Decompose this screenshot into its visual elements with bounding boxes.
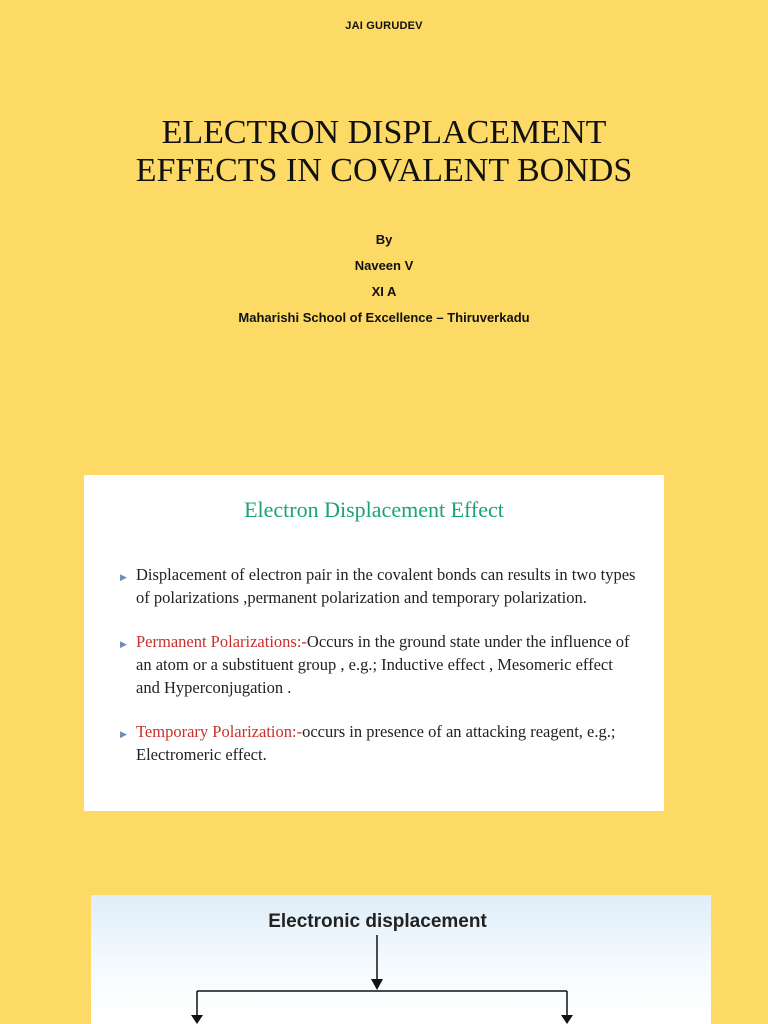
byline-school: Maharishi School of Excellence – Thiruverkadu bbox=[238, 310, 530, 325]
content-slide-title: Electron Displacement Effect bbox=[244, 497, 504, 522]
byline bbox=[0, 230, 768, 334]
diagram-title: Electronic displacement bbox=[268, 911, 487, 932]
bullet-text: occurs in presence of an attacking reagent, e.g.; Electromeric effect. bbox=[136, 722, 616, 764]
byline-author: Naveen V bbox=[354, 258, 414, 273]
slide-title-line-2: EFFECTS IN COVALENT BONDS bbox=[135, 152, 633, 189]
diagram-slide bbox=[91, 895, 711, 1024]
triangle-right-icon: ▶ bbox=[120, 572, 127, 582]
bullet-text: Occurs in the ground state under the influence of an atom or a substituent group , e.g.; Inductive effect , Mesomeric effect and Hyperconjugation . bbox=[136, 632, 630, 697]
triangle-right-icon: ▶ bbox=[120, 639, 127, 649]
bullet-text: Displacement of electron pair in the covalent bonds can results in two types of polarizations ,permanent polarization and temporary polarization. bbox=[136, 565, 636, 607]
root-arrowhead bbox=[371, 979, 383, 990]
bullet-label: Permanent Polarizations:- bbox=[136, 632, 307, 651]
content-slide-card bbox=[84, 475, 664, 811]
bullet-item bbox=[120, 720, 640, 766]
bullet-item bbox=[120, 563, 640, 609]
byline-by: By bbox=[375, 232, 393, 247]
tree-connectors bbox=[91, 895, 711, 1024]
bullet-item bbox=[120, 630, 640, 699]
right-arrowhead bbox=[561, 1015, 573, 1024]
header-note: JAI GURUDEV bbox=[345, 20, 423, 32]
bullet-list bbox=[120, 563, 640, 787]
left-arrowhead bbox=[191, 1015, 203, 1024]
byline-class: XI A bbox=[371, 284, 397, 299]
triangle-right-icon: ▶ bbox=[120, 729, 127, 739]
slide-title-line-1: ELECTRON DISPLACEMENT bbox=[161, 114, 607, 151]
slide-title bbox=[0, 114, 768, 190]
bullet-label: Temporary Polarization:- bbox=[136, 722, 303, 741]
